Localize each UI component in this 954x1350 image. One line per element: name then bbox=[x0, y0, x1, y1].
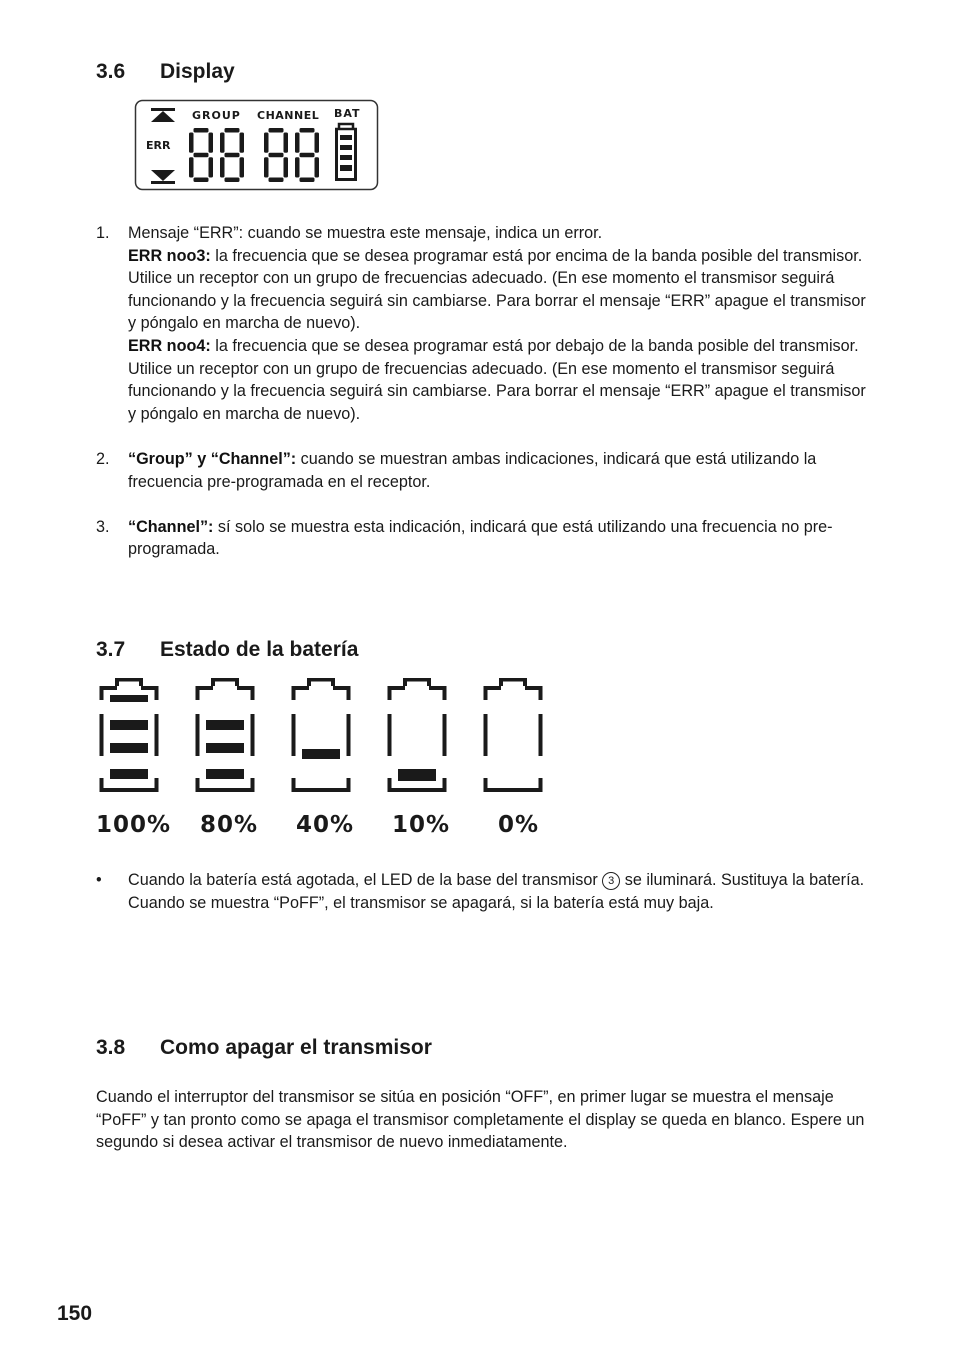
digit-segment bbox=[264, 157, 269, 177]
list-item: 2. “Group” y “Channel”: cuando se muestran ambas indicaciones, indicará que está utilizando la frecuencia pre-programada en el receptor. bbox=[96, 449, 817, 491]
digit-segment bbox=[295, 133, 300, 153]
section-3-8-text: Cuando el interruptor del transmisor se sitúa en posición “OFF”, en primer lugar se muestra el mensaje “PoFF” y tan pronto como se apaga el transmisor completamente el display se queda en blanco. Espere un segundo si desea activar el transmisor de nuevo inmediatamente. bbox=[96, 1088, 865, 1152]
digit-segment bbox=[284, 133, 289, 153]
battery-label-0: 0% bbox=[498, 812, 540, 838]
digit-segment bbox=[189, 157, 194, 177]
digit-segment bbox=[240, 157, 245, 177]
lcd-channel-label: CHANNEL bbox=[257, 109, 320, 122]
digit-segment bbox=[240, 133, 245, 153]
battery-10-icon bbox=[388, 680, 447, 791]
section-number: 3.7 bbox=[96, 638, 126, 661]
battery-levels-illustration bbox=[96, 678, 556, 798]
list-item-err-noo4: ERR noo4: la frecuencia que se desea programar está por debajo de la banda posible del transmisor. Utilice un receptor con un grupo de frecuencias adecuado. (En ese momento el transmisor seguirá funcionando y la frecuencia seguirá sin cambiarse. Para borrar el mensaje “ERR” apague el transmisor y póngalo en marcha de nuevo). bbox=[128, 336, 866, 423]
seven-segment-digits bbox=[189, 128, 319, 182]
section-number: 3.8 bbox=[96, 1036, 126, 1059]
battery-label-40: 40% bbox=[296, 812, 355, 838]
battery-label-100: 100% bbox=[96, 812, 172, 838]
digit-segment bbox=[269, 178, 284, 183]
digit-segment bbox=[269, 153, 284, 158]
digit-segment bbox=[194, 128, 209, 133]
digit-segment bbox=[315, 133, 320, 153]
digit-segment bbox=[300, 178, 315, 183]
section-title: Estado de la batería bbox=[160, 638, 359, 661]
digit-segment bbox=[225, 178, 240, 183]
battery-40-icon bbox=[292, 680, 351, 791]
digit-segment bbox=[300, 128, 315, 133]
digit-segment bbox=[284, 157, 289, 177]
arrow-up-icon bbox=[151, 111, 175, 122]
reference-number-badge: 3 bbox=[602, 872, 620, 890]
display-messages-list bbox=[96, 222, 876, 561]
bullet: • bbox=[96, 871, 102, 889]
digit-segment bbox=[295, 157, 300, 177]
page-number: 150 bbox=[57, 1302, 93, 1325]
lcd-err-label: ERR bbox=[146, 139, 171, 152]
digit-segment bbox=[225, 153, 240, 158]
digit-segment bbox=[220, 133, 225, 153]
digit-segment bbox=[220, 157, 225, 177]
digit-segment bbox=[300, 153, 315, 158]
section-heading-3-7 bbox=[96, 638, 358, 662]
battery-0-icon bbox=[484, 680, 543, 791]
digit-segment bbox=[209, 157, 214, 177]
section-heading-3-8 bbox=[96, 1036, 432, 1060]
battery-100-icon bbox=[100, 680, 159, 791]
lcd-bat-label: BAT bbox=[334, 107, 361, 120]
lcd-group-label: GROUP bbox=[192, 109, 241, 122]
digit-segment bbox=[189, 133, 194, 153]
section-title: Display bbox=[160, 60, 235, 83]
lcd-display-illustration bbox=[134, 99, 380, 192]
battery-80-icon bbox=[196, 680, 255, 791]
digit-segment bbox=[315, 157, 320, 177]
digit-segment bbox=[225, 128, 240, 133]
battery-label-10: 10% bbox=[392, 812, 451, 838]
battery-note: • Cuando la batería está agotada, el LED de la base del transmisor 3 se iluminará. Sustituya la batería. Cuando se muestra “PoFF”, el transmisor se apagará, si la batería está muy baja. bbox=[96, 869, 876, 914]
digit-segment bbox=[209, 133, 214, 153]
arrow-down-icon bbox=[151, 170, 175, 181]
list-item-err-noo3: ERR noo3: la frecuencia que se desea programar está por encima de la banda posible del transmisor. Utilice un receptor con un grupo de frecuencias adecuado. (En ese momento el transmisor seguirá funcionando y la frecuencia seguirá sin cambiarse. Para borrar el mensaje “ERR” apague el transmisor y póngalo en marcha de nuevo). bbox=[128, 246, 866, 333]
section-number: 3.6 bbox=[96, 60, 126, 83]
list-item: 1. Mensaje “ERR”: cuando se muestra este mensaje, indica un error. bbox=[96, 224, 603, 242]
digit-segment bbox=[194, 178, 209, 183]
section-heading-3-6 bbox=[96, 60, 235, 84]
digit-segment bbox=[269, 128, 284, 133]
lcd-battery-icon bbox=[335, 124, 357, 181]
battery-label-80: 80% bbox=[200, 812, 259, 838]
list-item: 3. “Channel”: sí solo se muestra esta indicación, indicará que está utilizando una frecuencia no pre-programada. bbox=[96, 517, 833, 559]
digit-segment bbox=[194, 153, 209, 158]
section-title: Como apagar el transmisor bbox=[160, 1036, 432, 1059]
digit-segment bbox=[264, 133, 269, 153]
